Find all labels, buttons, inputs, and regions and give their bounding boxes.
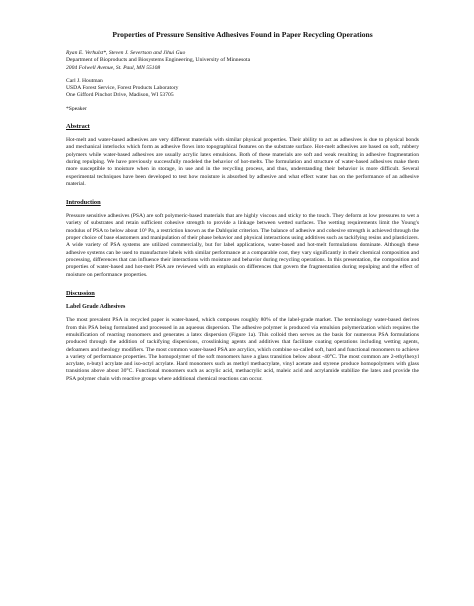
paper-title: Properties of Pressure Sensitive Adhesives Found in Paper Recycling Operations [112, 30, 373, 39]
affiliation-2: USDA Forest Service, Forest Products Laboratory [66, 85, 179, 92]
address-1: 2004 Folwell Avenue, St. Paul, MN 55108 [66, 64, 161, 71]
label-grade-heading: Label Grade Adhesives [66, 303, 126, 310]
abstract-heading: Abstract [66, 123, 90, 131]
affiliation-1: Department of Bioproducts and Biosystems Engineering, University of Minnesota [66, 57, 251, 64]
discussion-heading: Discussion [66, 289, 95, 297]
introduction-paragraph: Pressure sensitive adhesives (PSA) are soft polymeric-based materials that are highly viscous and sticky to the touch. They deform at low pressures to wet a variety of substrates and retain sufficient cohesive strength to provide a linkage between wetted surfaces. The wetting requirements limit the Young's modulus of PSA to below about 10⁵ Pa, a restriction known as the Dahlquist criterion. The balance of adhesive and cohesive strength is achieved through the proper choice of base elastomers and manipulation of their phase behavior and physical interactions using additives such as tackifying resins and plasticizers. A wide variety of PSA systems are utilized commercially, but for label applications, water-based and hot-melt formulations dominate. Although these adhesive systems can be used to manufacture labels with similar performance at a comparable cost, they vary significantly in their chemical composition and processing, differences that can influence their interactions with moisture and behavior during recycling operations. In this presentation, the composition and properties of water-based and hot-melt PSA are reviewed with an emphasis on differences that govern the fragmentation during repulping and the effect of moisture on performance properties. [66, 213, 419, 278]
address-2: One Gifford Pinchot Drive, Madison, WI 53705 [66, 92, 174, 99]
author-2: Carl J. Houtman [66, 77, 103, 84]
author-block-2 [66, 78, 419, 100]
speaker-note: *Speaker [66, 105, 87, 112]
label-grade-paragraph: The most prevalent PSA in recycled paper is water-based, which composes roughly 80% of the label-grade market. The terminology water-based derives from this PSA being formulated and processed in an aqueous dispersion. The adhesive polymer is produced via emulsion polymerization which requires the emulsification of reacting monomers and generates a latex dispersion (Figure 1a). This colloid then serves as the basis for numerous PSA formulations produced through the addition of tackifying dispersions, crosslinking agents and additives that facilitate coating operations including wetting agents, defoamers and rheology modifiers. The most common water-based PSA are acrylics, which combine so-called soft, hard and functional monomers to achieve a variety of performance properties. The homopolymer of the soft monomers have a glass transition below about -40°C. The most common are 2-ethylhexyl acrylate, n-butyl acrylate and iso-octyl acrylate. Hard monomers such as methyl methacrylate, vinyl acetate and styrene produce homopolymers with glass transitions above about 30°C. Functional monomers such as acrylic acid, methacrylic acid, maleic acid and acrylamide stabilize the latex and provide the PSA polymer chain with reactive groups where additional chemical reactions can occur. [66, 317, 419, 382]
author-block-1 [66, 50, 419, 72]
abstract-paragraph: Hot-melt and water-based adhesives are very different materials with similar physical properties. Their ability to act as adhesives is due to physical bonds and mechanical interlocks which form as adhesive flows into topographical features on the substrate surface. Hot-melt adhesives are based on soft, rubbery polymers while water-based adhesives are usually acrylic latex emulsions. Both of these materials are soft and weak resulting in adhesive fragmentation during repulping. We have previously successfully modeled the behavior of hot-melts. The formulation and structure of water-based adhesives make them more susceptible to moisture when in storage, in use and in the recycling process, and thus, understanding their behavior is more difficult. Several experimental techniques have been developed to test how moisture is absorbed by adhesive and what effect water has on the performance of an adhesive material. [66, 137, 419, 187]
authors-line: Ryan E. Verhulst*, Steven J. Severtson and Jihui Guo [66, 50, 186, 56]
introduction-heading: Introduction [66, 199, 101, 207]
